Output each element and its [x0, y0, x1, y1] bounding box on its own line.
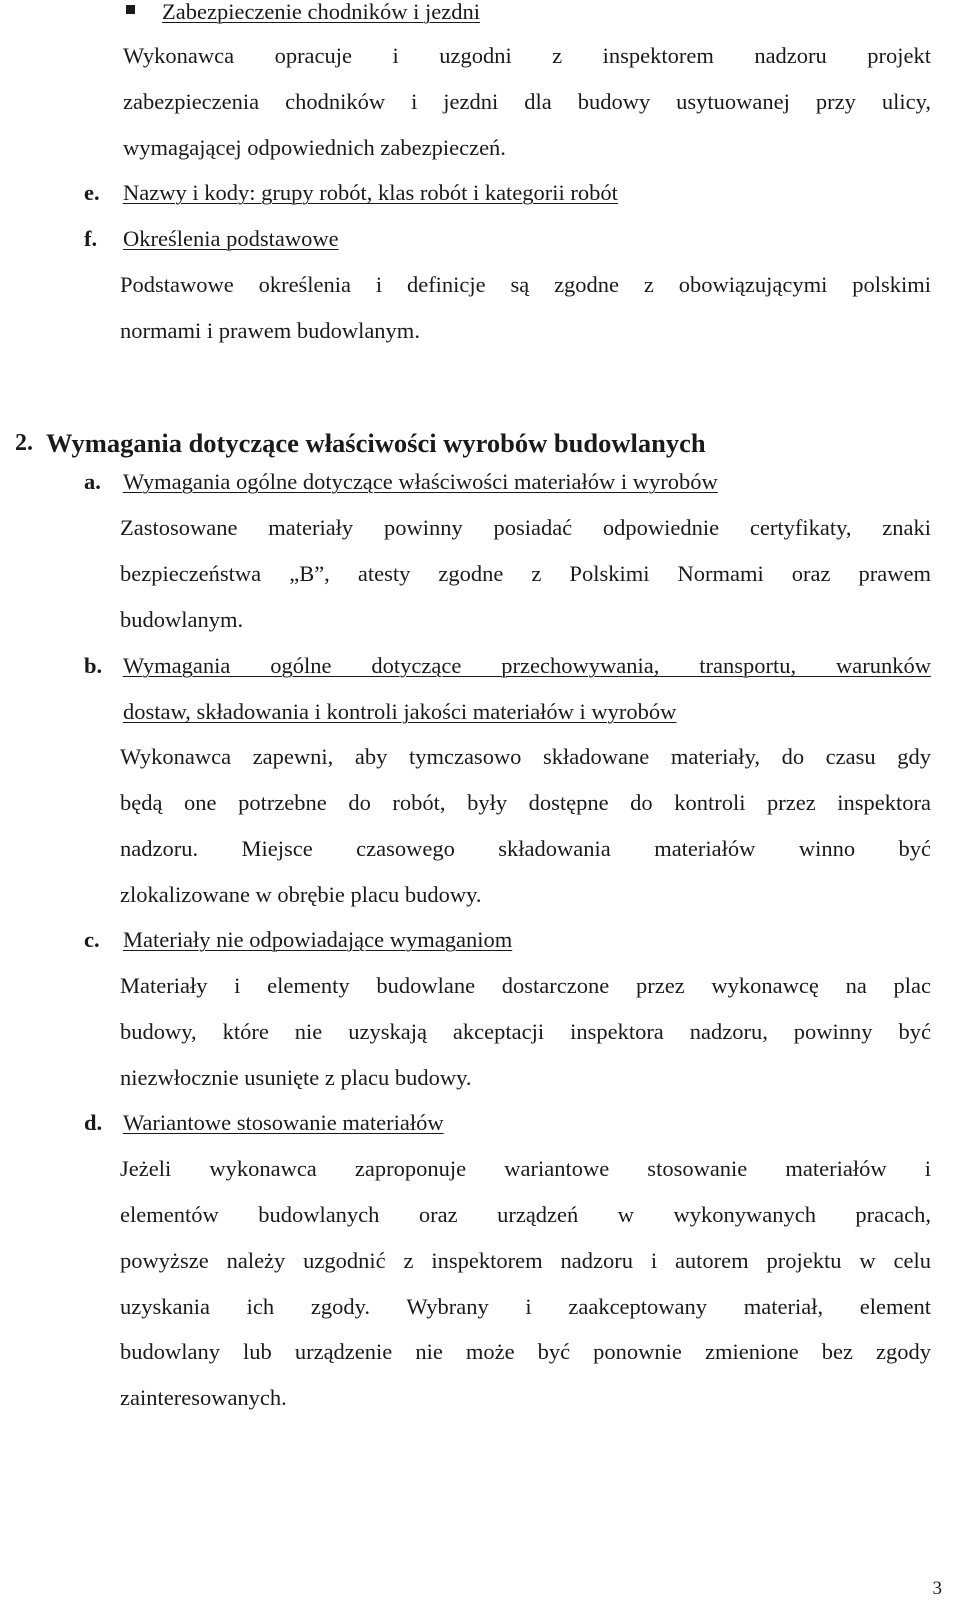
item-c-label: c. — [84, 927, 100, 952]
bullet-item-line: Wykonawca opracuje i uzgodni z inspektorem nadzoru projekt — [123, 43, 931, 68]
item-d-line: zainteresowanych. — [120, 1385, 287, 1410]
item-e-title: Nazwy i kody: grupy robót, klas robót i kategorii robót — [123, 180, 618, 205]
item-b-line: nadzoru. Miejsce czasowego składowania materiałów winno być — [120, 836, 931, 861]
bullet-item-line: wymagającej odpowiednich zabezpieczeń. — [123, 135, 506, 160]
item-d-line: powyższe należy uzgodnić z inspektorem nadzoru i autorem projektu w celu — [120, 1248, 931, 1273]
item-f-title: Określenia podstawowe — [123, 226, 339, 251]
item-b-line: zlokalizowane w obrębie placu budowy. — [120, 882, 482, 907]
section-number: 2. — [15, 430, 33, 456]
item-a-line: bezpieczeństwa „B”, atesty zgodne z Polskimi Normami oraz prawem — [120, 561, 931, 586]
item-e-label: e. — [84, 180, 100, 205]
square-bullet-icon — [126, 5, 135, 14]
item-c-line: niezwłocznie usunięte z placu budowy. — [120, 1065, 472, 1090]
item-b-line: Wykonawca zapewni, aby tymczasowo składowane materiały, do czasu gdy — [120, 744, 931, 769]
item-d-line: elementów budowlanych oraz urządzeń w wykonywanych pracach, — [120, 1202, 931, 1227]
item-c-line: budowy, które nie uzyskają akceptacji inspektora nadzoru, powinny być — [120, 1019, 931, 1044]
item-f-label: f. — [84, 226, 98, 251]
item-a-line: Zastosowane materiały powinny posiadać odpowiednie certyfikaty, znaki — [120, 515, 931, 540]
item-b-line: będą one potrzebne do robót, były dostępne do kontroli przez inspektora — [120, 790, 931, 815]
item-b-title: Wymagania ogólne dotyczące przechowywania, transportu, warunków — [123, 653, 931, 678]
item-b-title: dostaw, składowania i kontroli jakości materiałów i wyrobów — [123, 699, 677, 724]
section-heading: Wymagania dotyczące właściwości wyrobów budowlanych — [46, 428, 706, 458]
item-a-title: Wymagania ogólne dotyczące właściwości materiałów i wyrobów — [123, 469, 718, 494]
item-d-line: Jeżeli wykonawca zaproponuje wariantowe stosowanie materiałów i — [120, 1156, 931, 1181]
item-b-label: b. — [84, 653, 103, 678]
item-d-line: budowlany lub urządzenie nie może być ponownie zmienione bez zgody — [120, 1339, 931, 1364]
bullet-item-title: Zabezpieczenie chodników i jezdni — [162, 0, 480, 24]
item-f-line: normami i prawem budowlanym. — [120, 318, 420, 343]
item-d-label: d. — [84, 1110, 103, 1135]
page-number: 3 — [932, 1578, 942, 1599]
item-f-line: Podstawowe określenia i definicje są zgodne z obowiązującymi polskimi — [120, 272, 931, 297]
bullet-item-line: zabezpieczenia chodników i jezdni dla budowy usytuowanej przy ulicy, — [123, 89, 931, 114]
item-a-line: budowlanym. — [120, 607, 244, 632]
item-d-title: Wariantowe stosowanie materiałów — [123, 1110, 444, 1135]
item-d-line: uzyskania ich zgody. Wybrany i zaakceptowany materiał, element — [120, 1294, 931, 1319]
item-c-title: Materiały nie odpowiadające wymaganiom — [123, 927, 513, 952]
item-a-label: a. — [84, 469, 101, 494]
item-c-line: Materiały i elementy budowlane dostarczone przez wykonawcę na plac — [120, 973, 931, 998]
